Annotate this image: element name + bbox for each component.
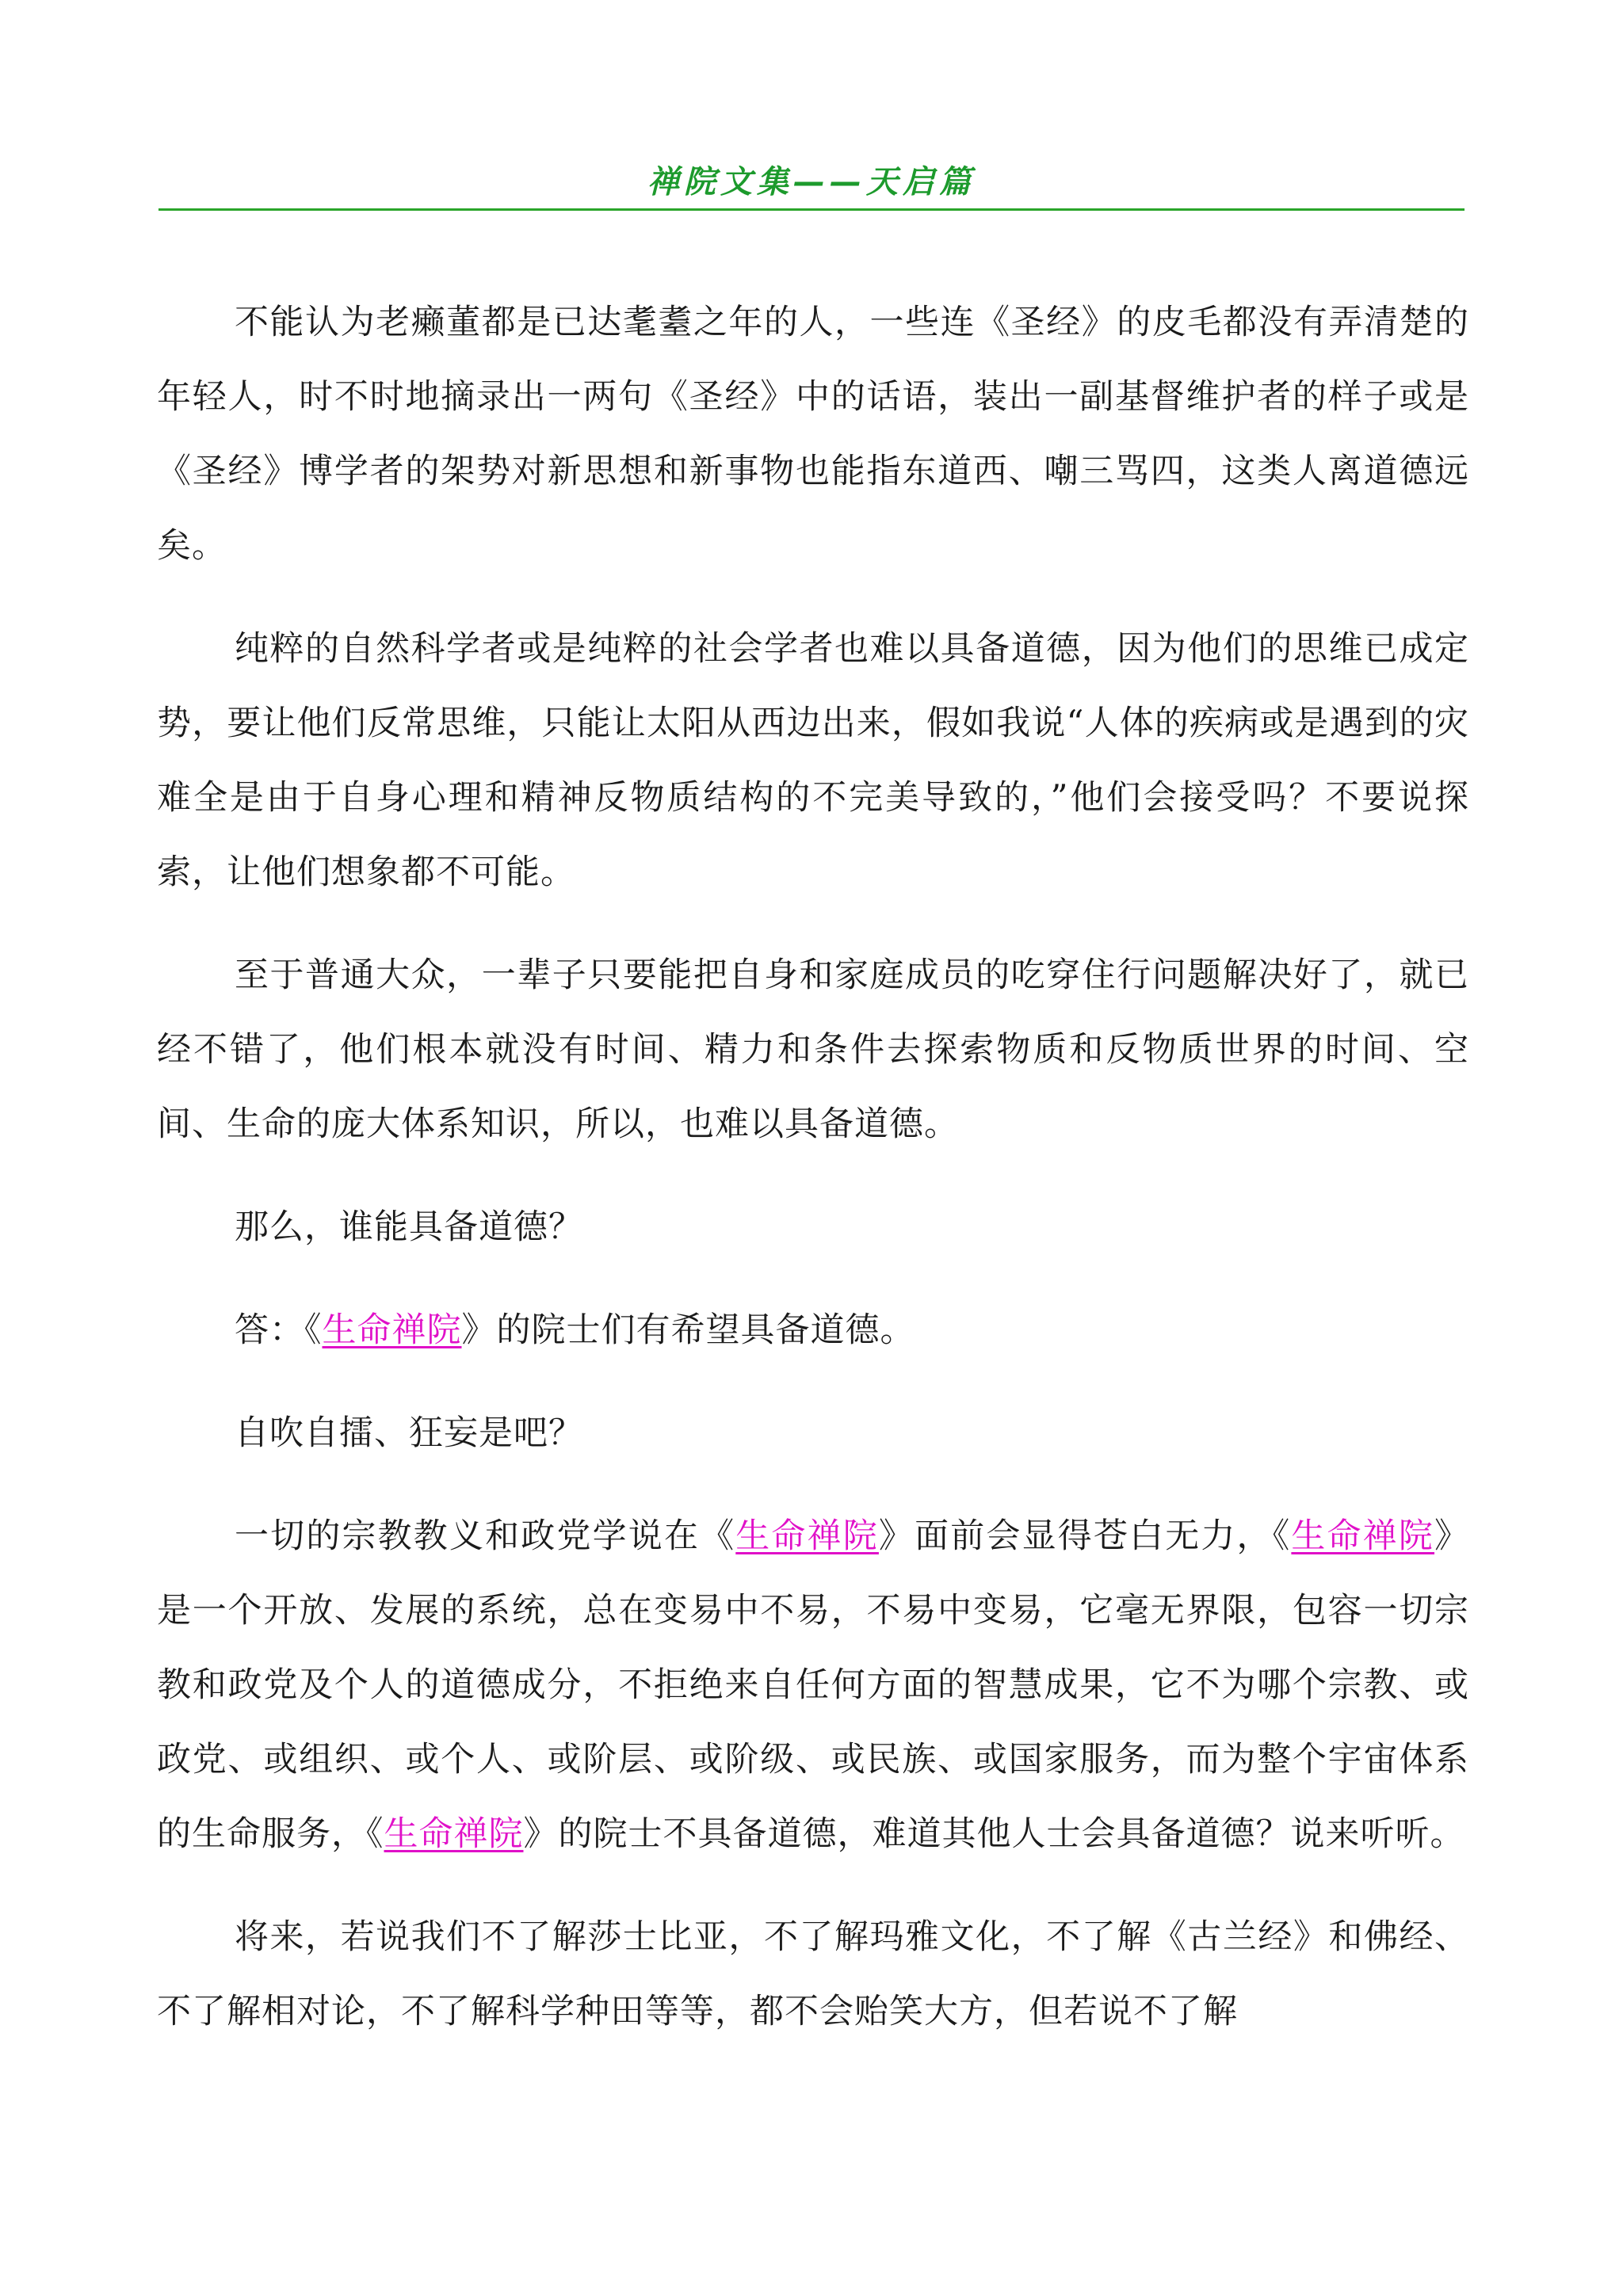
paragraph-7-text-a: 一切的宗教教义和政党学说在《 — [235, 1516, 736, 1556]
paragraph-3: 至于普通大众，一辈子只要能把自身和家庭成员的吃穿住行问题解决好了，就已经不错了，他们根本就没有时间、精力和条件去探索物质和反物质世界的时间、空间、生命的庞大体系知识，所以，也难以具备道德。 — [157, 955, 1469, 1144]
page-header — [158, 158, 1465, 206]
paragraph-2: 纯粹的自然科学者或是纯粹的社会学者也难以具备道德，因为他们的思维已成定势，要让他们反常思维，只能让太阳从西边出来，假如我说“人体的疾病或是遇到的灾难全是由于自身心理和精神反物质结构的不完美导致的，”他们会接受吗？不要说探索，让他们想象都不可能。 — [157, 629, 1469, 892]
paragraph-7 — [157, 1499, 1469, 1871]
paragraph-7-text-c: 》是一个开放、发展的系统，总在变易中不易，不易中变易，它毫无界限，包容一切宗教和政党及个人的道德成分，不拒绝来自任何方面的智慧成果，它不为哪个宗教、或政党、或组织、或个人、或阶层、或阶级、或民族、或国家服务，而为整个宇宙体系的生命服务，《 — [157, 1516, 1470, 1854]
header-title: 禅院文集——天启篇 — [647, 164, 976, 200]
paragraph-7-text-d: 》的院士不具备道德，难道其他人士会具备道德？说来听听。 — [523, 1814, 1465, 1854]
header-divider — [158, 208, 1465, 211]
paragraph-1: 不能认为老癞董都是已达耄耋之年的人，一些连《圣经》的皮毛都没有弄清楚的年轻人，时不时地摘录出一两句《圣经》中的话语，装出一副基督维护者的样子或是《圣经》博学者的架势对新思想和新事物也能指东道西、嘲三骂四，这类人离道德远矣。 — [157, 303, 1469, 566]
paragraph-4: 那么，谁能具备道德？ — [235, 1207, 583, 1247]
paragraph-7-text-b: 》面前会显得苍白无力，《 — [878, 1516, 1292, 1556]
life-chan-academy-link[interactable]: 生命禅院 — [735, 1516, 879, 1556]
document-body — [157, 285, 1469, 2049]
paragraph-6: 自吹自擂、狂妄是吧？ — [235, 1413, 583, 1453]
life-chan-academy-link[interactable]: 生命禅院 — [322, 1310, 462, 1350]
paragraph-5 — [157, 1293, 1469, 1367]
paragraph-8: 将来，若说我们不了解莎士比亚，不了解玛雅文化，不了解《古兰经》和佛经、不了解相对论，不了解科学种田等等，都不会贻笑大方，但若说不了解 — [157, 1917, 1469, 2031]
life-chan-academy-link[interactable]: 生命禅院 — [1291, 1516, 1435, 1556]
paragraph-5-text-a: 答：《 — [235, 1310, 323, 1350]
life-chan-academy-link[interactable]: 生命禅院 — [384, 1814, 524, 1854]
paragraph-5-text-b: 》的院士们有希望具备道德。 — [461, 1310, 915, 1350]
